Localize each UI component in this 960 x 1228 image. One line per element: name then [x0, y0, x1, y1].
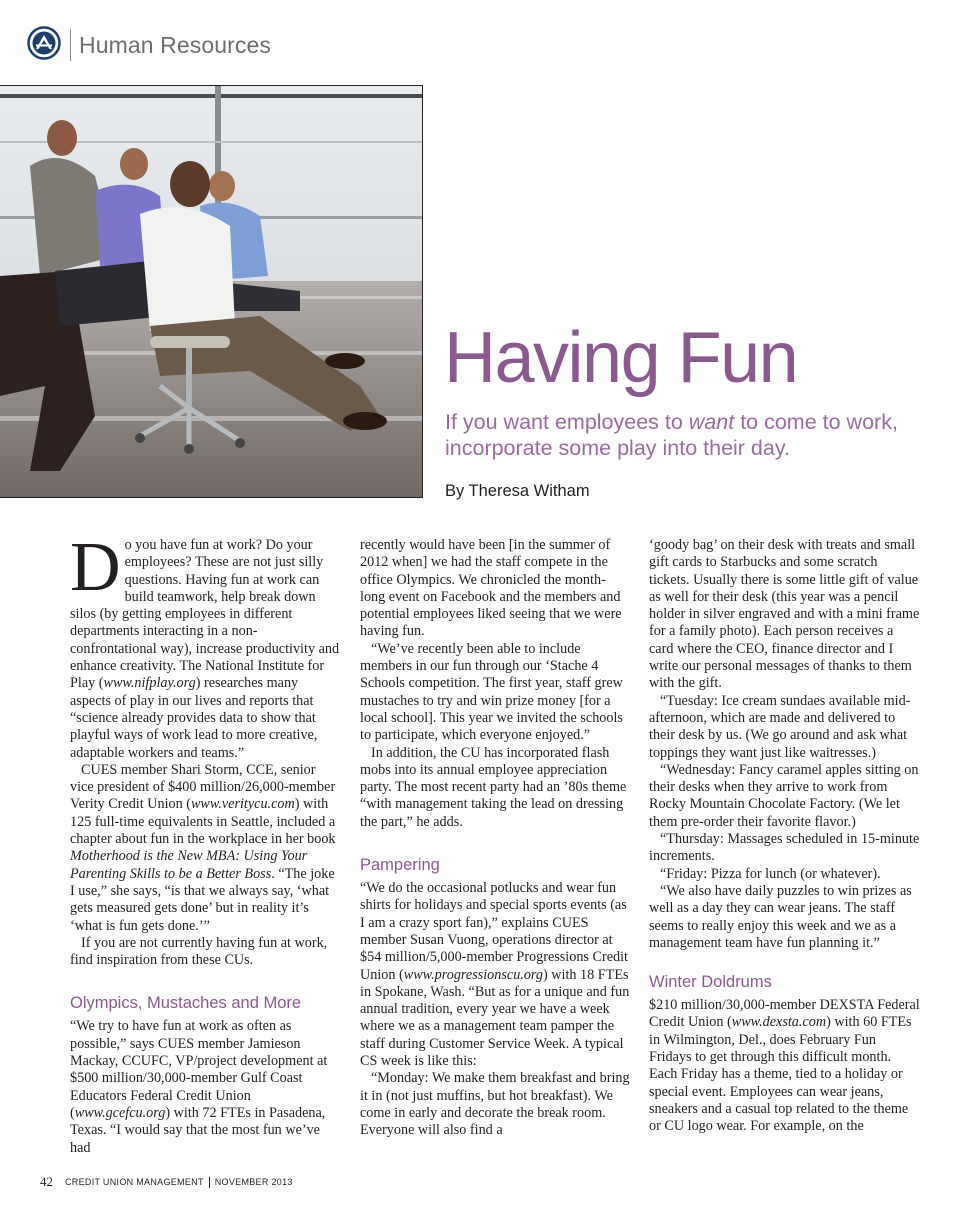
paragraph: “Thursday: Massages scheduled in 15-minute increments. [649, 831, 920, 865]
subtitle-text: to come to work, incorporate some play into their day. [445, 410, 898, 460]
paragraph: In addition, the CU has incorporated flash mobs into its annual employee appreciation party. The most recent party had an ’80s theme “with management taking the lead on dressing the part,” he adds. [360, 744, 627, 830]
paragraph [70, 1018, 342, 1156]
section-label: Human Resources [79, 31, 271, 58]
paragraph-text: . “The joke I use,” she says, “is that we always say, ‘what gets measured gets done’ but in reality it’s ‘what is fun gets done.’” [70, 865, 335, 934]
subhead: Winter Doldrums [649, 973, 772, 992]
paragraph-text: o you have fun at work? Do your employees? These are not just silly questions. Having fun at work can build teamwork, help break down silos (by getting employees in different departments interacting in a non-confrontational way), increase productivity and enhance creativity. The National Institute for Play ( [70, 537, 340, 692]
paragraph-text: ) with 18 FTEs in Spokane, Wash. “But as for a unique and fun annual tradition, every year we have a week where we as a management team pamper the staff during Customer Service Week. A typical CS week is like this: [360, 966, 630, 1070]
url-text: www.gcefcu.org [74, 1104, 166, 1121]
paragraph-text: ) researches many aspects of play in our lives and reports that “science already provides data to show that playful ways of work lead to more creative, adaptable workers and teams.” [70, 675, 318, 761]
paragraph: “Tuesday: Ice cream sundaes available mid-afternoon, which are made and delivered to their desk by us. (We go around and ask what toppings they want just like waitresses.) [649, 692, 911, 761]
paragraph: ‘goody bag’ on their desk with treats and small gift cards to Starbucks and some scratch tickets. Usually there is some little gift of value as well for their desk (this year was a pencil holder in silver engraved and with a mini frame for a family photo). Each person receives a card where the CEO, finance director and I write our personal messages of thanks to them with the gift. [649, 537, 920, 692]
cues-logo-icon [27, 26, 61, 65]
paragraph [649, 997, 921, 1135]
paragraph-text: “We try to have fun at work as often as possible,” says CUES member Jamieson Mackay, CCUFC, VP/project development at $500 million/30,000-member Gulf Coast Educators Federal Credit Union ( [70, 1018, 328, 1121]
office-chair-race-photo [0, 85, 423, 498]
paragraph: “We’ve recently been able to include members in our fun through our ‘Stache 4 Schools competition. The first year, staff grew mustaches to try and win prize money [for a local school]. This year we invited the schools to participate, which everyone enjoyed.” [360, 640, 623, 744]
magazine-name: CREDIT UNION MANAGEMENT [65, 1177, 204, 1187]
subhead: Pampering [360, 856, 440, 875]
paragraph [360, 880, 630, 1070]
paragraph [70, 762, 342, 935]
subtitle-emphasis: want [688, 410, 735, 434]
paragraph: “We also have daily puzzles to win prizes as well as a day they can wear jeans. The staff seems to really enjoy this week and we as a management team have fun planning it.” [649, 882, 912, 951]
article-title: Having Fun [444, 318, 798, 398]
paragraph-text: ) with 72 FTEs in Pasadena, Texas. “I would say that the most fun we’ve had [70, 1104, 326, 1156]
paragraph: recently would have been [in the summer of 2012 when] we had the staff compete in the office Olympics. We chronicled the month-long event on Facebook and the members and potential employees liked seeing that we were having fun. [360, 537, 622, 640]
paragraph: If you are not currently having fun at work, find inspiration from these CUs. [70, 934, 328, 969]
paragraph: “Friday: Pizza for lunch (or whatever). [660, 865, 881, 882]
article-column-3 [649, 537, 921, 1136]
page-header [27, 25, 271, 65]
footer-divider [209, 1177, 210, 1188]
url-text: www.nifplay.org [103, 675, 196, 692]
page-number: 42 [40, 1174, 53, 1189]
article-column-2 [360, 537, 630, 1140]
url-text: www.veritycu.com [190, 796, 295, 813]
article-subtitle [445, 409, 925, 461]
subhead: Olympics, Mustaches and More [70, 994, 302, 1013]
paragraph: “Wednesday: Fancy caramel apples sitting on their desks when they arrive to work from Rocky Mountain Chocolate Factory. (We let them pre-order their favorite flavor.) [649, 761, 919, 830]
paragraph-text: “We do the occasional potlucks and wear fun shirts for holidays and special sports events (as I am a crazy sport fan),” explains CUES member Susan Vuong, operations director at $54 million/5,000-member Progressions Credit Union ( [360, 880, 628, 983]
subtitle-text: If you want employees to [445, 410, 689, 434]
article-column-1 [70, 529, 342, 1157]
url-text: www.progressionscu.org [403, 966, 544, 983]
url-text: www.dexsta.com [731, 1014, 827, 1031]
paragraph-text: ) with 125 full-time equivalents in Seattle, included a chapter about fun in the workplace in her book [70, 796, 336, 848]
paragraph-text: CUES member Shari Storm, CCE, senior vice president of $400 million/26,000-member Verity Credit Union ( [70, 761, 336, 813]
paragraph [70, 529, 342, 762]
paragraph: “Monday: We make them breakfast and bring it in (not just muffins, but hot breakfast). We come in early and decorate the break room. Everyone will also find a [360, 1070, 630, 1139]
issue-date: NOVEMBER 2013 [214, 1177, 293, 1187]
header-divider [70, 29, 71, 61]
page-footer [40, 1174, 293, 1190]
drop-cap: D [70, 529, 121, 606]
byline: By Theresa Witham [445, 482, 590, 500]
paragraph-text: $210 million/30,000-member DEXSTA Federal Credit Union ( [649, 997, 920, 1031]
book-title: Motherhood is the New MBA: Using Your Parenting Skills to be a Better Boss [70, 848, 308, 882]
paragraph-text: ) with 60 FTEs in Wilmington, Del., does February Fun Fridays to get through this difficult month. Each Friday has a theme, tied to a holiday or special event. Employees can wear jeans, sneakers and a casual top related to the theme or CU logo wear. For example, on the [649, 1014, 912, 1135]
